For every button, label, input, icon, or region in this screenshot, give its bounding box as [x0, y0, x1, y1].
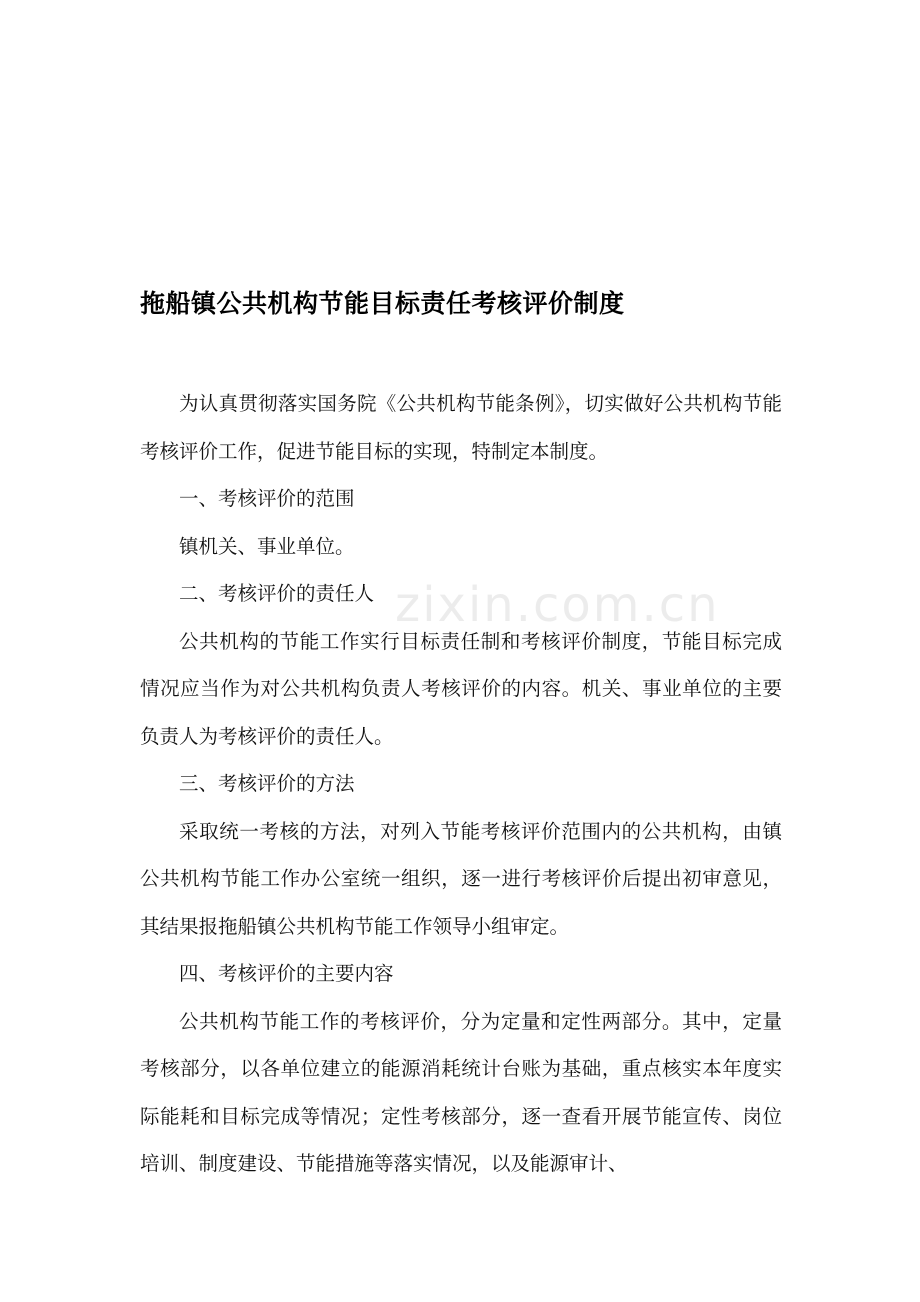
document-title: 拖船镇公共机构节能目标责任考核评价制度 [140, 289, 625, 318]
section-heading-method: 三、考核评价的方法 [179, 772, 355, 795]
section-heading-responsible: 二、考核评价的责任人 [179, 582, 375, 605]
section-text-responsible: 公共机构的节能工作实行目标责任制和考核评价制度，节能目标完成情况应当作为对公共机构负责人考核评价的内容。机关、事业单位的主要负责人为考核评价的责任人。 [140, 629, 782, 748]
section-text-scope: 镇机关、事业单位。 [179, 534, 355, 558]
intro-paragraph: 为认真贯彻落实国务院《公共机构节能条例》，切实做好公共机构节能考核评价工作，促进节能目标的实现，特制定本制度。 [140, 392, 782, 463]
section-heading-scope: 一、考核评价的范围 [179, 487, 355, 510]
document-body [140, 380, 782, 1188]
watermark-text: zixin.com.cn [395, 577, 720, 633]
section-heading-content: 四、考核评价的主要内容 [179, 962, 394, 985]
section-text-content: 公共机构节能工作的考核评价，分为定量和定性两部分。其中，定量考核部分，以各单位建立的能源消耗统计台账为基础，重点核实本年度实际能耗和目标完成等情况；定性考核部分，逐一查看开展节能宣传、岗位培训、制度建设、节能措施等落实情况，以及能源审计、 [140, 1009, 782, 1175]
section-text-method: 采取统一考核的方法，对列入节能考核评价范围内的公共机构，由镇公共机构节能工作办公室统一组织，逐一进行考核评价后提出初审意见，其结果报拖船镇公共机构节能工作领导小组审定。 [140, 819, 782, 938]
